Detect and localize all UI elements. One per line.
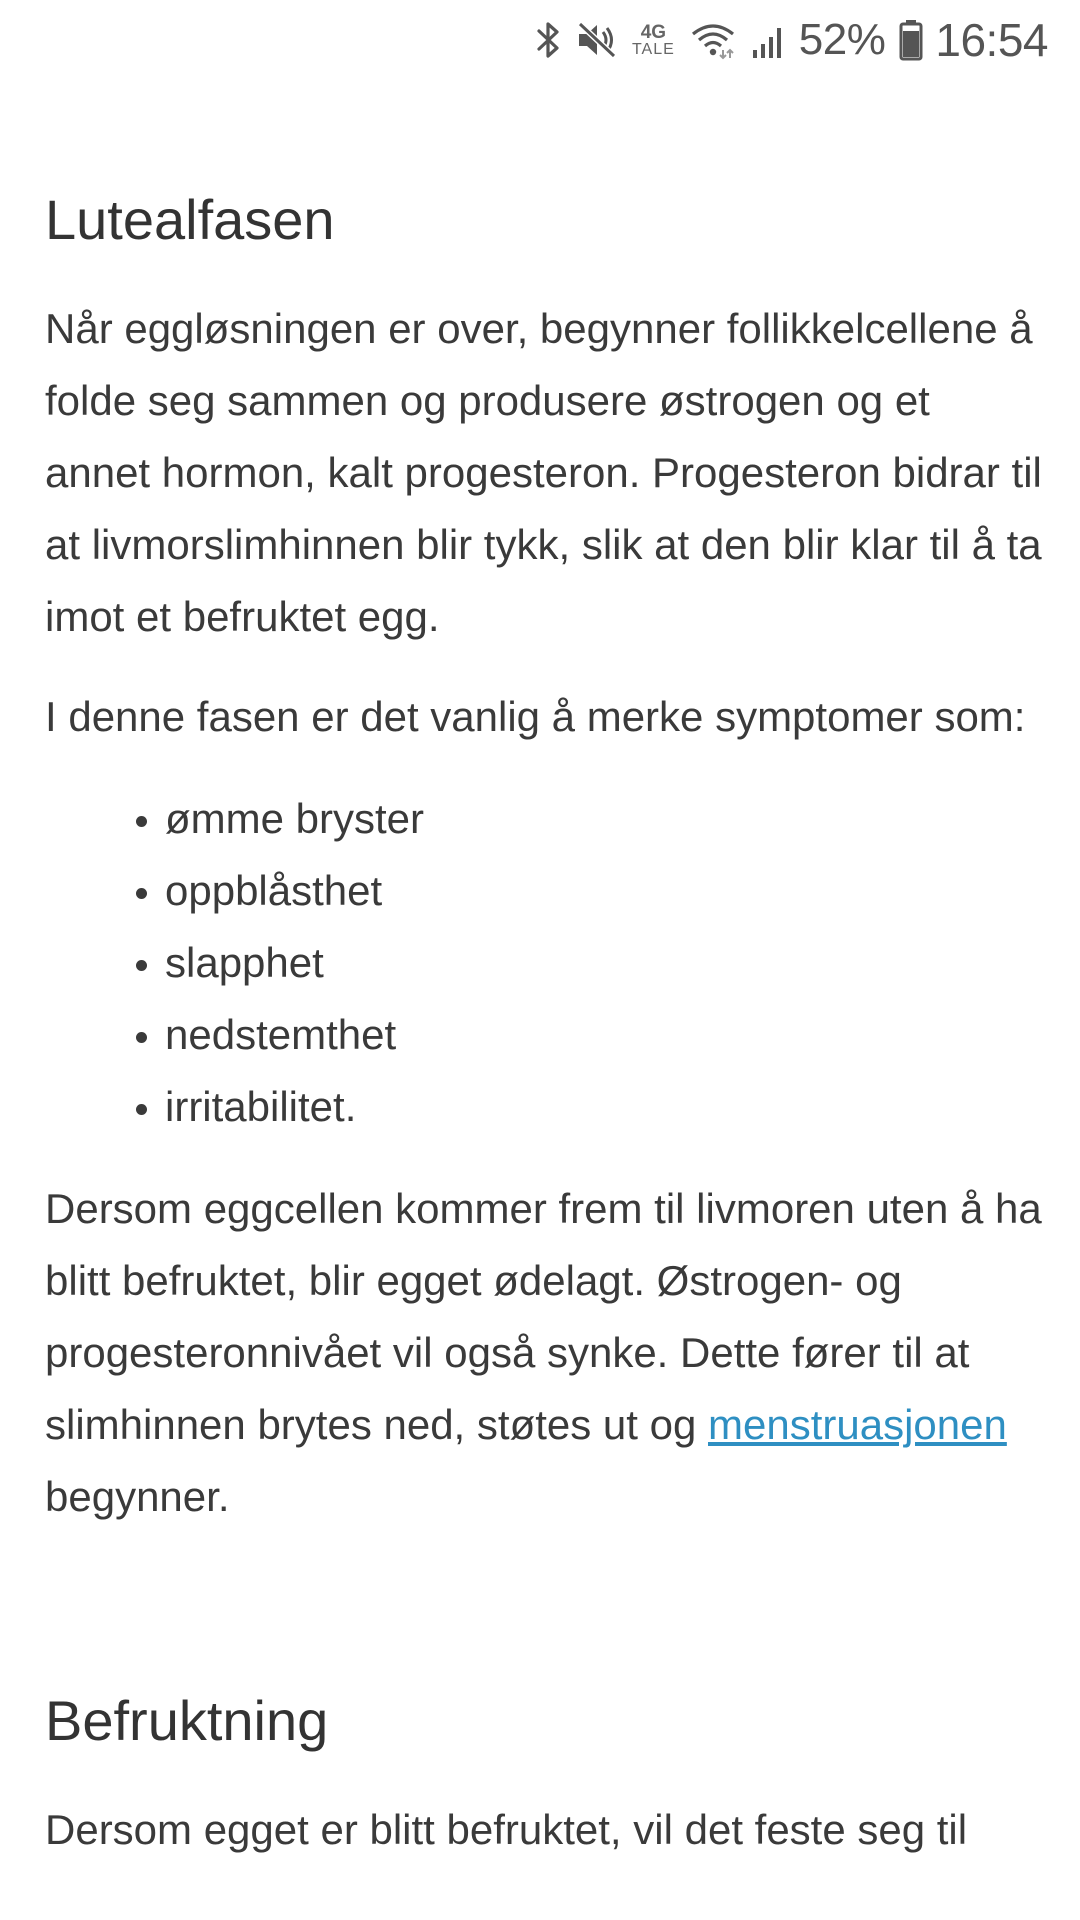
list-item: • slapphet (165, 927, 1045, 999)
paragraph-text: Dersom eggcellen kommer frem til livmoren uten å ha blitt befruktet, blir egget ødelagt. Østrogen- og progesteronnivået vil også synke. Dette fører til at slimhinnen brytes ned, støtes ut og (45, 1185, 1042, 1449)
network-type: 4G (640, 21, 667, 43)
paragraph-end: begynner. (45, 1473, 230, 1521)
network-type-indicator (632, 23, 675, 58)
clock: 16:54 (935, 14, 1048, 66)
article-content (45, 150, 1045, 1894)
list-item: • ømme bryster (165, 783, 1045, 855)
list-item: • nedstemthet (165, 999, 1045, 1071)
paragraph: Dersom egget er blitt befruktet, vil det feste seg til (45, 1806, 968, 1854)
battery-icon (899, 19, 923, 61)
status-bar (0, 0, 1080, 80)
symptom-list (45, 783, 1045, 1143)
paragraph: I denne fasen er det vanlig å merke symptomer som: (45, 693, 1026, 741)
mute-icon (576, 20, 618, 60)
paragraph: Når eggløsningen er over, begynner follikkelcellene å folde seg sammen og produsere østrogen og et annet hormon, kalt progesteron. Progesteron bidrar til at livmorslimhinnen blir tykk, slik at den blir klar til å ta imot et befruktet egg. (45, 305, 1042, 641)
section-spacer (45, 1561, 1045, 1651)
list-item: • oppblåsthet (165, 855, 1045, 927)
list-item: • irritabilitet. (165, 1071, 1045, 1143)
section-heading-befruktning: Befruktning (45, 1689, 329, 1753)
bluetooth-icon (536, 20, 562, 60)
wifi-icon (689, 20, 737, 60)
signal-icon (751, 20, 785, 60)
menstruasjonen-link[interactable]: menstruasjonen (708, 1401, 1007, 1449)
section-heading-lutealfasen: Lutealfasen (45, 188, 335, 251)
network-volte: TALE (631, 40, 675, 58)
battery-percent: 52% (798, 15, 886, 64)
paragraph-with-link (45, 1173, 1045, 1533)
